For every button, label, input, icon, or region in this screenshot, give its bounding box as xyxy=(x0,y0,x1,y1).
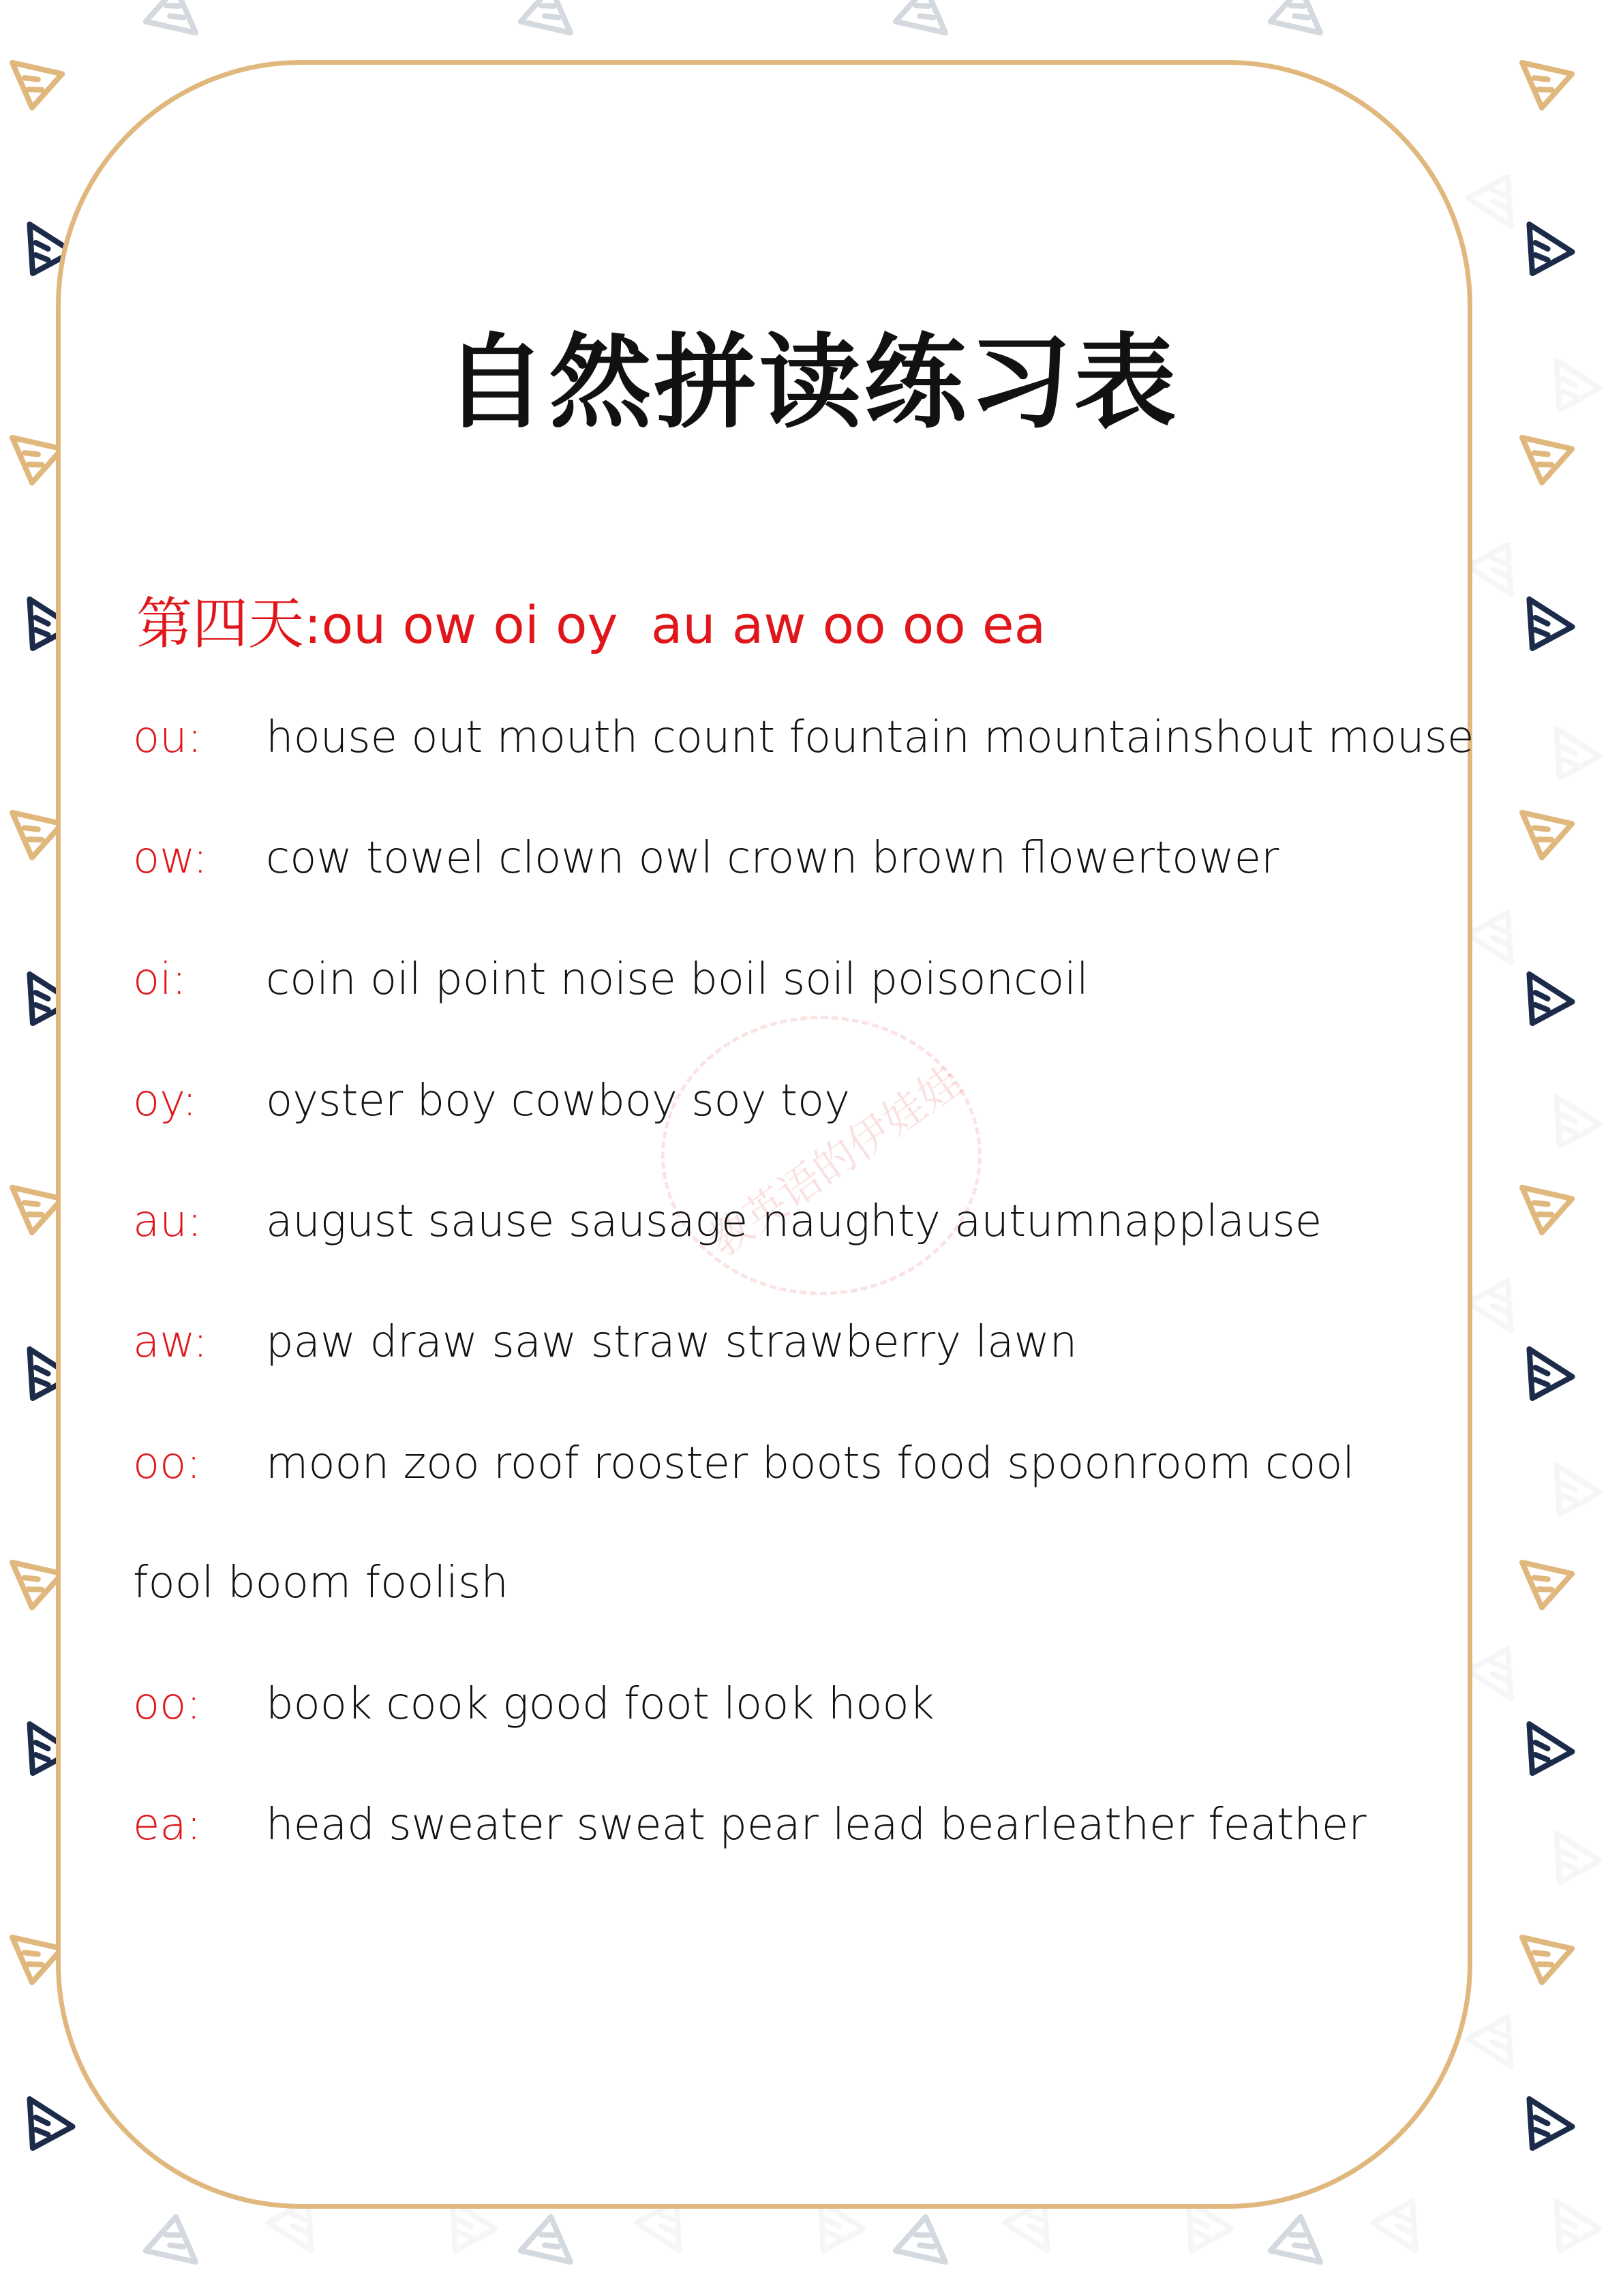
phonics-row xyxy=(133,1438,1354,1489)
day-heading xyxy=(136,579,1046,659)
watermark-stamp xyxy=(661,1016,982,1295)
triangle-doodle-icon xyxy=(1520,1718,1581,1779)
triangle-doodle-icon xyxy=(1252,2207,1331,2285)
triangle-doodle-icon xyxy=(1511,789,1590,867)
triangle-doodle-icon xyxy=(1520,593,1581,654)
triangle-doodle-icon xyxy=(1547,1827,1609,1888)
triangle-doodle-icon xyxy=(1547,2195,1609,2256)
row-sound-label: au: xyxy=(133,1196,202,1247)
triangle-doodle-icon xyxy=(877,2207,956,2285)
phonics-row xyxy=(133,1196,1322,1247)
phonics-row xyxy=(133,1317,1077,1368)
day-sounds: ou ow oi oy au aw oo oo ea xyxy=(321,594,1046,655)
triangle-doodle-icon xyxy=(127,2207,206,2285)
triangle-doodle-icon xyxy=(1,39,80,117)
triangle-doodle-icon xyxy=(1547,1459,1609,1520)
triangle-doodle-icon xyxy=(1520,218,1581,280)
triangle-doodle-icon xyxy=(1363,2195,1425,2256)
phonics-row xyxy=(133,1800,1367,1850)
day-separator: : xyxy=(304,594,322,655)
row-sound-label: oi: xyxy=(133,954,187,1005)
triangle-doodle-icon xyxy=(1511,1539,1590,1617)
row-sound-label: aw: xyxy=(133,1317,208,1368)
page-title: 自然拼读练习表 xyxy=(444,322,1179,442)
row-words: oyster boy cowboy soy toy xyxy=(266,1076,851,1126)
phonics-row xyxy=(133,954,1089,1005)
row-words: august sause sausage naughty autumnapplause xyxy=(266,1196,1322,1247)
triangle-doodle-icon xyxy=(1547,723,1609,784)
triangle-doodle-icon xyxy=(1511,1914,1590,1992)
triangle-doodle-icon xyxy=(1547,1091,1609,1152)
row-sound-label: oy: xyxy=(133,1076,197,1126)
phonics-row xyxy=(133,1558,509,1608)
triangle-doodle-icon xyxy=(877,0,956,57)
triangle-doodle-icon xyxy=(1520,968,1581,1029)
row-sound-label: oo: xyxy=(133,1438,201,1489)
triangle-doodle-icon xyxy=(502,0,581,57)
row-sound-label: ow: xyxy=(133,833,208,883)
triangle-doodle-icon xyxy=(1511,1164,1590,1242)
row-words: fool boom foolish xyxy=(133,1558,509,1608)
triangle-doodle-icon xyxy=(1511,39,1590,117)
day-label: 第四天 xyxy=(136,592,305,656)
triangle-doodle-icon xyxy=(1520,2093,1581,2154)
row-words: book cook good foot look hook xyxy=(266,1679,935,1729)
triangle-doodle-icon xyxy=(1520,1343,1581,1404)
row-words: moon zoo roof rooster boots food spoonroom cool xyxy=(266,1438,1355,1489)
phonics-row xyxy=(133,1679,935,1729)
row-words: coin oil point noise boil soil poisoncoil xyxy=(266,954,1089,1005)
row-sound-label: ea: xyxy=(133,1800,202,1850)
phonics-row xyxy=(133,1076,850,1126)
row-words: paw draw saw straw strawberry lawn xyxy=(266,1317,1078,1368)
triangle-doodle-icon xyxy=(127,0,206,57)
row-words: head sweater sweat pear lead bearleather feather xyxy=(266,1800,1367,1850)
row-words: house out mouth count fountain mountainshout mouse xyxy=(266,712,1474,763)
phonics-row xyxy=(133,712,1474,763)
triangle-doodle-icon xyxy=(1459,170,1520,232)
row-sound-label: ou: xyxy=(133,712,202,763)
phonics-row xyxy=(133,833,1279,883)
triangle-doodle-icon xyxy=(1459,2011,1520,2072)
watermark-text: 教英语的伊娃娃 xyxy=(699,1056,971,1267)
triangle-doodle-icon xyxy=(502,2207,581,2285)
triangle-doodle-icon xyxy=(20,2093,82,2154)
row-words: cow towel clown owl crown brown flowertower xyxy=(266,833,1279,883)
row-sound-label: oo: xyxy=(133,1679,201,1729)
triangle-doodle-icon xyxy=(1252,0,1331,57)
